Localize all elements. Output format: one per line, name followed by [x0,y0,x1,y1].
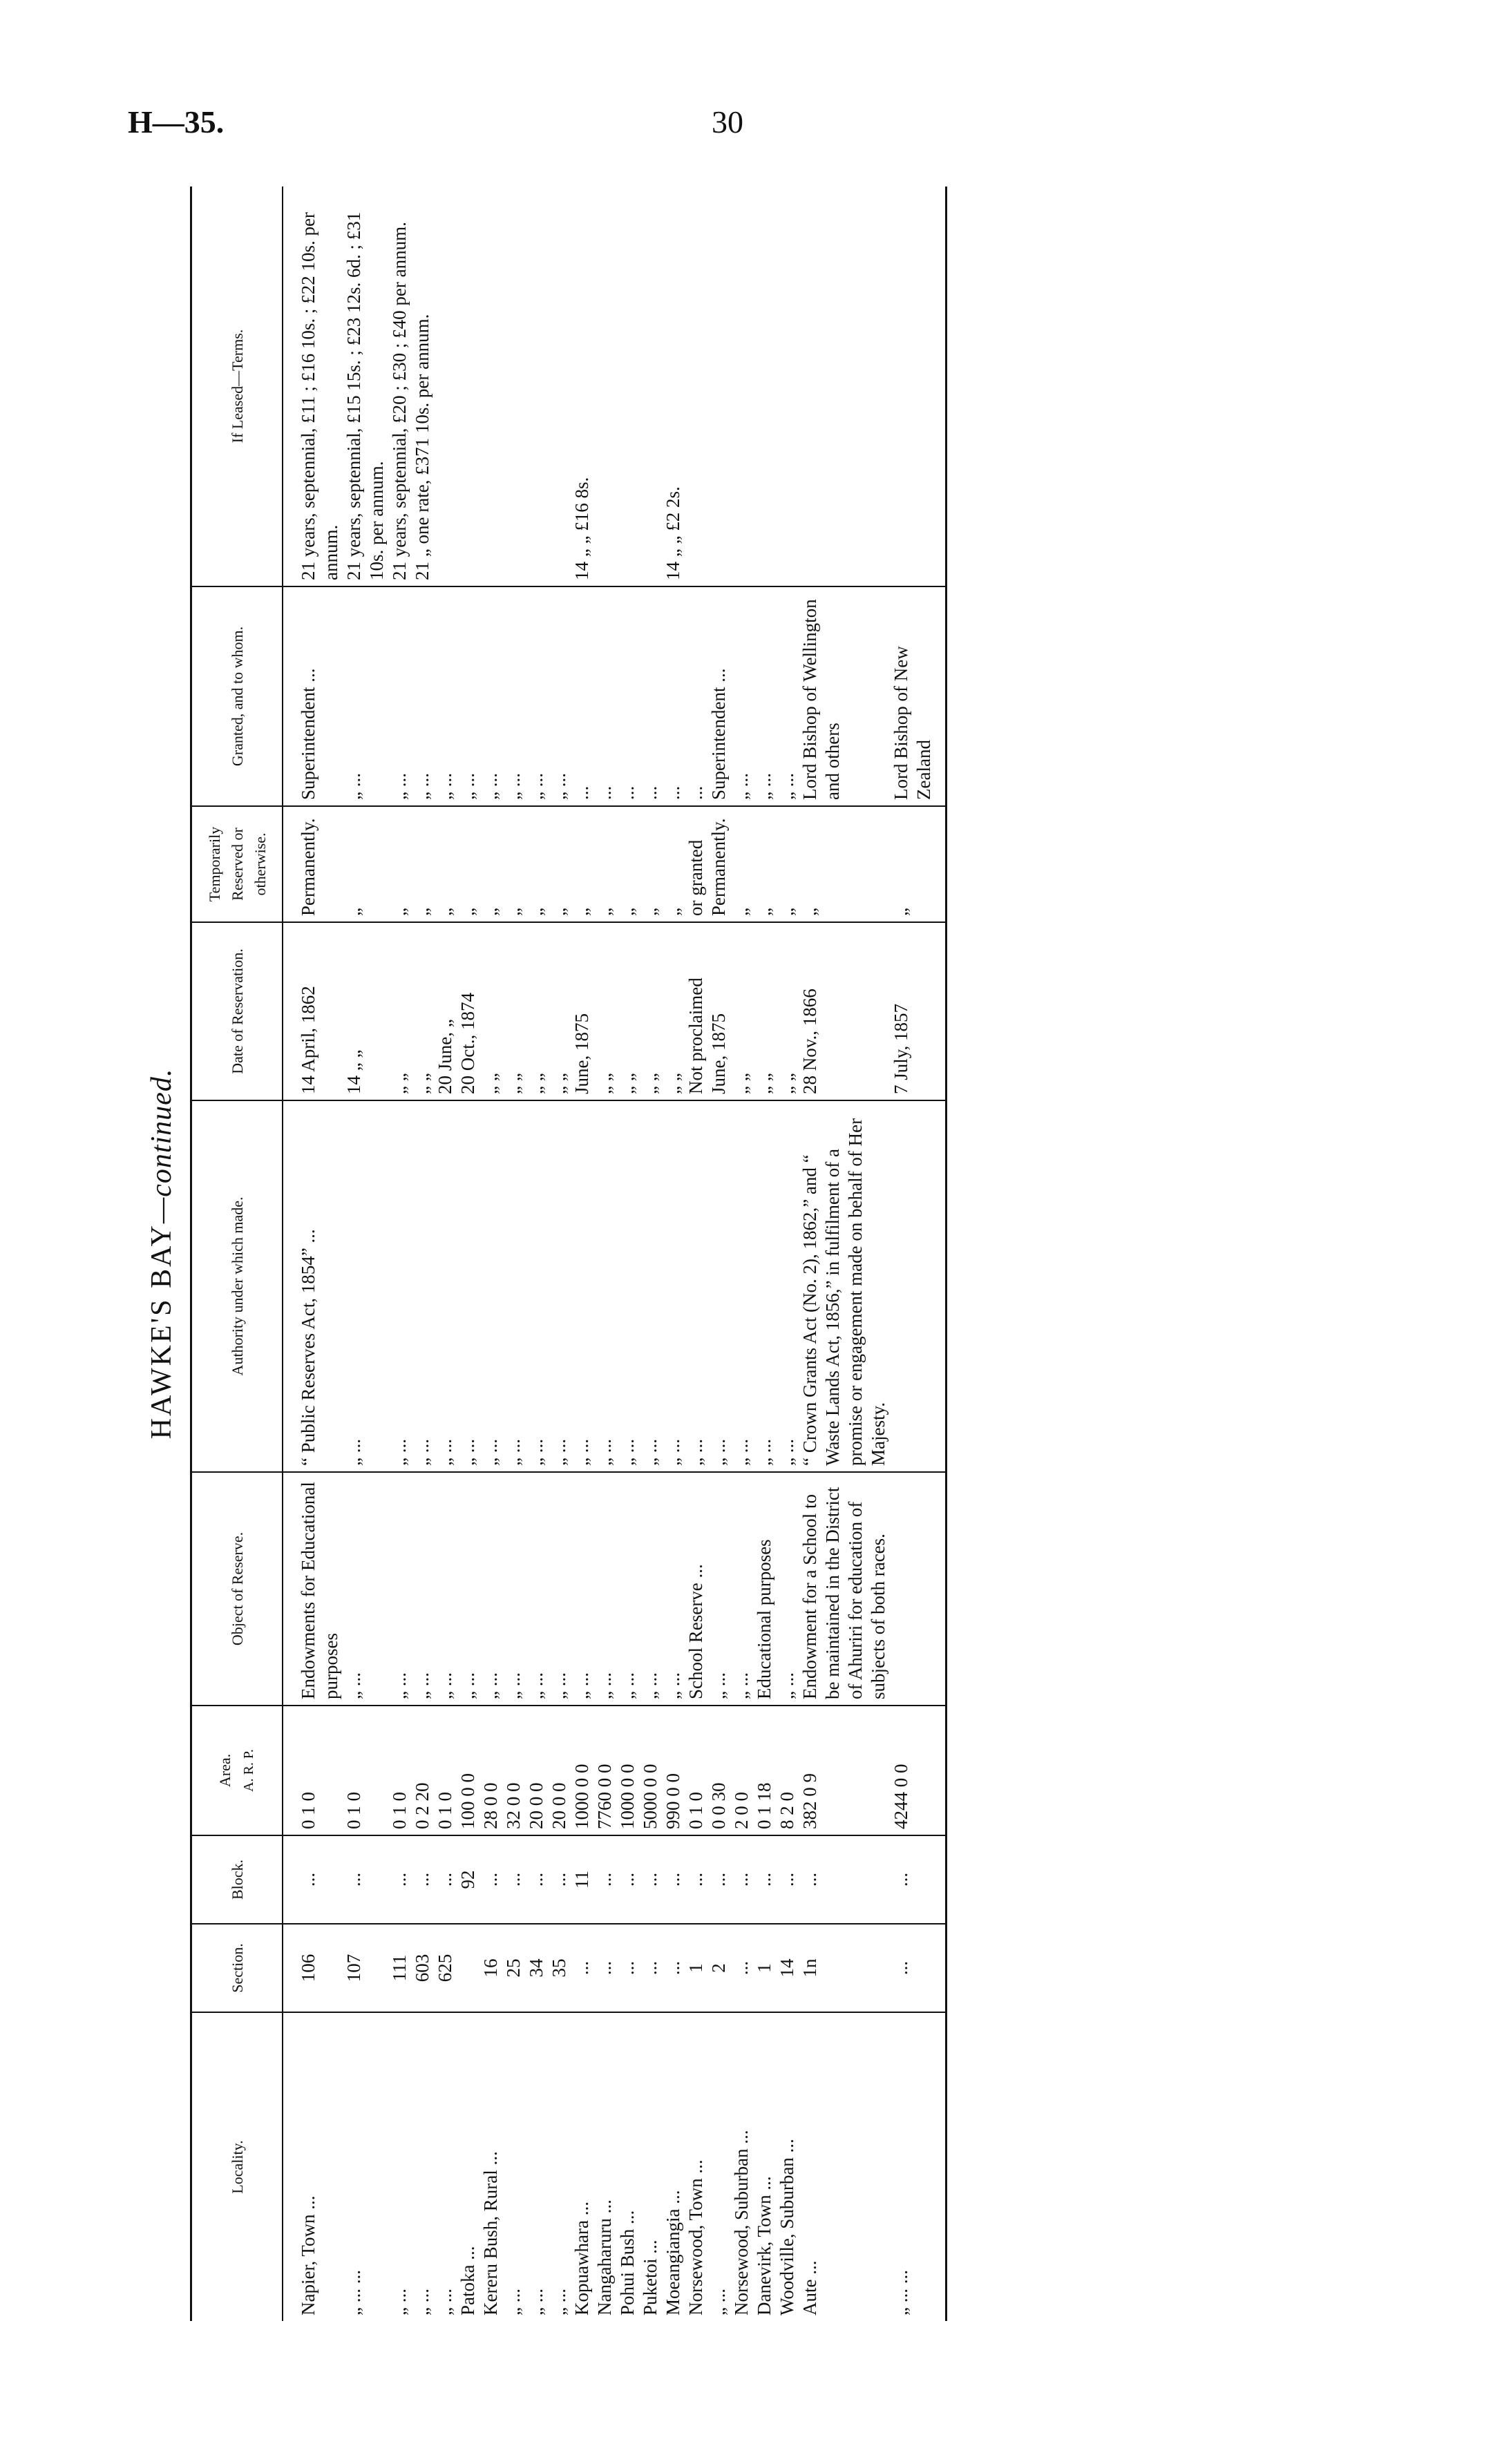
cell-block: ... [593,1835,616,1924]
cell-section: 14 [776,1924,799,2012]
cell-granted: ... [685,586,707,806]
cell-block: ... [411,1835,434,1924]
table-row [799,187,890,2321]
cell-area: 1000 0 0 [616,1706,639,1835]
cell-block: ... [890,1835,947,1924]
col-area-units: A. R. P. [241,1749,256,1792]
cell-section: ... [730,1924,753,2012]
cell-authority: „ ... [388,1100,411,1472]
cell-block: ... [525,1835,548,1924]
cell-area: 1000 0 0 [571,1706,593,1835]
cell-granted: Lord Bishop of New Zealand [890,586,947,806]
table-row [890,187,947,2321]
cell-section: ... [662,1924,685,2012]
cell-leased: 21 years, septennial, £15 15s. ; £23 12s. 6d. ; £31 10s. per annum. [343,187,388,586]
cell-block: ... [639,1835,662,1924]
cell-block: ... [730,1835,753,1924]
cell-leased [479,187,502,586]
cell-locality: Moeangiangia ... [663,2190,683,2315]
cell-object: Endowments for Educational purposes [283,1472,343,1706]
cell-block: ... [776,1835,799,1924]
cell-locality: Norsewood, Town ... [685,2159,706,2315]
cell-locality: Woodville, Suburban ... [777,2139,797,2315]
cell-date: 7 July, 1857 [890,922,947,1100]
cell-leased [525,187,548,586]
cell-object: „ ... [434,1472,457,1706]
cell-locality: Aute ... [799,2260,820,2315]
cell-block: ... [343,1835,388,1924]
cell-temporary: „ [730,806,753,922]
cell-authority: “ Crown Grants Act (No. 2), 1862,” and “ Waste Lands Act, 1856,” in fulfilment of a promise or engagement made on behalf of Her Majesty. [799,1100,890,1472]
cell-temporary: or granted [685,806,707,922]
cell-temporary: „ [525,806,548,922]
cell-date: June, 1875 [571,922,593,1100]
cell-granted: ... [662,586,685,806]
cell-granted: ... [639,586,662,806]
table-row [411,187,434,2321]
cell-section: 2 [707,1924,730,2012]
cell-authority: „ ... [411,1100,434,1472]
cell-authority: „ ... [479,1100,502,1472]
cell-area: 0 1 0 [685,1706,707,1835]
cell-locality: Kereru Bush, Rural ... [480,2151,501,2315]
col-section: Section. [191,1924,283,2012]
cell-granted: „ ... [753,586,776,806]
cell-area: 2 0 0 [730,1706,753,1835]
cell-locality: „ ... [412,2289,432,2315]
cell-authority: „ ... [548,1100,571,1472]
cell-section: ... [571,1924,593,2012]
cell-section: 35 [548,1924,571,2012]
cell-granted: „ ... [479,586,502,806]
title-suffix: —continued. [146,1068,178,1224]
header-row [191,187,283,2321]
cell-leased [685,187,707,586]
cell-date: „ „ [525,922,548,1100]
cell-block: ... [685,1835,707,1924]
cell-granted: ... [593,586,616,806]
cell-date: „ „ [730,922,753,1100]
cell-authority [890,1100,947,1472]
table-row [707,187,730,2321]
cell-object: „ ... [457,1472,479,1706]
cell-section: 1n [799,1924,890,2012]
cell-date: „ „ [776,922,799,1100]
col-area-label: Area. [216,1753,234,1788]
cell-area: 32 0 0 [502,1706,525,1835]
col-area [191,1706,283,1835]
cell-section: 603 [411,1924,434,2012]
cell-granted: „ ... [776,586,799,806]
cell-object: Educational purposes [753,1472,776,1706]
cell-leased: 21 years, septennial, £11 ; £16 10s. ; £22 10s. per annum. [283,187,343,586]
cell-locality: Puketoi ... [640,2239,660,2315]
cell-authority: „ ... [616,1100,639,1472]
cell-authority: „ ... [525,1100,548,1472]
cell-object: „ ... [616,1472,639,1706]
cell-date: „ „ [753,922,776,1100]
cell-section: ... [890,1924,947,2012]
cell-leased: 14 „ „ £16 8s. [571,187,593,586]
cell-area: 8 2 0 [776,1706,799,1835]
cell-leased [707,187,730,586]
cell-date: 14 „ „ [343,922,388,1100]
cell-authority: „ ... [502,1100,525,1472]
cell-temporary: „ [890,806,947,922]
cell-locality: „ ... ... [890,2012,947,2321]
cell-date: 20 Oct., 1874 [457,922,479,1100]
cell-locality: „ ... [389,2289,410,2315]
cell-area: 5000 0 0 [639,1706,662,1835]
cell-locality: Danevirk, Town ... [754,2176,774,2315]
cell-section: 106 [283,1924,343,2012]
cell-object: „ ... [707,1472,730,1706]
table-row [388,187,411,2321]
cell-authority: „ ... [434,1100,457,1472]
cell-locality: Kopuawhara ... [571,2202,592,2315]
cell-section: ... [593,1924,616,2012]
cell-block: ... [479,1835,502,1924]
reserves-table [190,187,947,2321]
table-row [639,187,662,2321]
cell-locality: „ ... [526,2289,546,2315]
rotated-page-content [146,187,988,2321]
cell-section [457,1924,479,2012]
cell-temporary: „ [502,806,525,922]
cell-leased: 21 „ one rate, £371 10s. per annum. [411,187,434,586]
cell-temporary: „ [548,806,571,922]
cell-section: 34 [525,1924,548,2012]
cell-object: „ ... [593,1472,616,1706]
cell-object [890,1472,947,1706]
table-row [525,187,548,2321]
cell-granted: ... [616,586,639,806]
document-id: H—35. [128,104,225,140]
cell-leased [730,187,753,586]
cell-block: ... [707,1835,730,1924]
cell-area: 382 0 9 [799,1706,890,1835]
cell-object: „ ... [479,1472,502,1706]
cell-object: „ ... [776,1472,799,1706]
table-row [593,187,616,2321]
cell-block: 92 [457,1835,479,1924]
cell-leased [593,187,616,586]
cell-area: 0 1 0 [434,1706,457,1835]
cell-temporary: „ [479,806,502,922]
table-row [502,187,525,2321]
cell-granted: „ ... [388,586,411,806]
cell-authority: „ ... [639,1100,662,1472]
table-row [730,187,753,2321]
cell-area: 0 2 20 [411,1706,434,1835]
col-authority: Authority under which made. [191,1100,283,1472]
cell-date: 14 April, 1862 [283,922,343,1100]
cell-section: 1 [753,1924,776,2012]
cell-granted: Superintendent ... [283,586,343,806]
cell-temporary: „ [593,806,616,922]
cell-section: 107 [343,1924,388,2012]
cell-object: „ ... [388,1472,411,1706]
table-row [283,187,343,2321]
cell-object: „ ... [548,1472,571,1706]
cell-block: ... [388,1835,411,1924]
cell-date: „ „ [593,922,616,1100]
cell-leased [457,187,479,586]
cell-granted: „ ... [434,586,457,806]
cell-block: ... [548,1835,571,1924]
cell-date: „ „ [479,922,502,1100]
col-granted: Granted, and to whom. [191,586,283,806]
cell-locality: „ ... [549,2289,569,2315]
cell-date: „ „ [616,922,639,1100]
cell-object: „ ... [525,1472,548,1706]
cell-authority: „ ... [753,1100,776,1472]
cell-granted: Superintendent ... [707,586,730,806]
cell-area: 28 0 0 [479,1706,502,1835]
cell-granted: ... [571,586,593,806]
table-row [616,187,639,2321]
cell-area: 0 0 30 [707,1706,730,1835]
cell-locality: Patoka ... [457,2246,478,2315]
table-row [434,187,457,2321]
cell-object: „ ... [662,1472,685,1706]
col-locality: Locality. [191,2012,283,2321]
cell-date: „ „ [502,922,525,1100]
cell-temporary: „ [343,806,388,922]
cell-section: 625 [434,1924,457,2012]
cell-temporary: „ [457,806,479,922]
cell-locality: Nangaharuru ... [594,2199,615,2315]
cell-block: ... [662,1835,685,1924]
cell-section: 111 [388,1924,411,2012]
cell-authority: „ ... [776,1100,799,1472]
table-row [548,187,571,2321]
cell-block: 11 [571,1835,593,1924]
cell-authority: “ Public Reserves Act, 1854” ... [283,1100,343,1472]
cell-object: „ ... [343,1472,388,1706]
cell-section: 16 [479,1924,502,2012]
cell-block: ... [283,1835,343,1924]
cell-authority: „ ... [457,1100,479,1472]
cell-temporary: „ [639,806,662,922]
cell-area: 990 0 0 [662,1706,685,1835]
title-main: HAWKE'S BAY [146,1223,178,1440]
cell-temporary: Permanently. [283,806,343,922]
cell-authority: „ ... [593,1100,616,1472]
cell-area: 0 1 0 [388,1706,411,1835]
cell-object: Endowment for a School to be maintained in the District of Ahuriri for education of subjects of both races. [799,1472,890,1706]
cell-object: „ ... [571,1472,593,1706]
cell-block: ... [753,1835,776,1924]
cell-temporary: „ [799,806,890,922]
cell-locality: Norsewood, Suburban ... [731,2130,752,2315]
cell-block: ... [799,1835,890,1924]
cell-temporary: „ [571,806,593,922]
cell-leased: 21 years, septennial, £20 ; £30 ; £40 per annum. [388,187,411,586]
table-row [753,187,776,2321]
cell-leased [548,187,571,586]
cell-area: 100 0 0 [457,1706,479,1835]
cell-date: „ „ [639,922,662,1100]
cell-locality: Pohui Bush ... [617,2210,638,2315]
cell-authority: „ ... [662,1100,685,1472]
col-date: Date of Reservation. [191,922,283,1100]
cell-authority: „ ... [707,1100,730,1472]
cell-temporary: „ [434,806,457,922]
cell-date: June, 1875 [707,922,730,1100]
cell-date: 28 Nov., 1866 [799,922,890,1100]
table-row [479,187,502,2321]
cell-authority: „ ... [730,1100,753,1472]
cell-temporary: „ [616,806,639,922]
cell-locality: „ ... [503,2289,524,2315]
cell-section: 1 [685,1924,707,2012]
page-title [145,187,178,2321]
cell-section: ... [639,1924,662,2012]
cell-area: 0 1 0 [343,1706,388,1835]
cell-authority: „ ... [685,1100,707,1472]
cell-block: ... [502,1835,525,1924]
cell-locality: Napier, Town ... [298,2195,318,2315]
cell-date: 20 June, „ [434,922,457,1100]
cell-block: ... [616,1835,639,1924]
cell-granted: „ ... [457,586,479,806]
cell-date: „ „ [548,922,571,1100]
cell-leased [434,187,457,586]
cell-object: „ ... [730,1472,753,1706]
cell-granted: „ ... [502,586,525,806]
table-row [457,187,479,2321]
cell-object: „ ... [639,1472,662,1706]
cell-leased [753,187,776,586]
cell-object: „ ... [411,1472,434,1706]
cell-object: School Reserve ... [685,1472,707,1706]
cell-locality: „ ... [435,2289,455,2315]
cell-authority: „ ... [343,1100,388,1472]
cell-temporary: „ [411,806,434,922]
table-row [776,187,799,2321]
cell-granted: „ ... [411,586,434,806]
cell-area: 7760 0 0 [593,1706,616,1835]
col-block: Block. [191,1835,283,1924]
cell-object: „ ... [502,1472,525,1706]
table-row [343,187,388,2321]
cell-authority: „ ... [571,1100,593,1472]
cell-temporary: „ [753,806,776,922]
cell-leased: 14 „ „ £2 2s. [662,187,685,586]
cell-area: 20 0 0 [525,1706,548,1835]
cell-block: ... [434,1835,457,1924]
cell-leased [890,187,947,586]
page-number: 30 [712,104,743,140]
cell-temporary: „ [388,806,411,922]
cell-date: „ „ [411,922,434,1100]
cell-temporary: Permanently. [707,806,730,922]
cell-granted: „ ... [343,586,388,806]
table-body [283,187,947,2321]
cell-granted: „ ... [525,586,548,806]
cell-date: „ „ [662,922,685,1100]
cell-section: 25 [502,1924,525,2012]
table-header [191,187,283,2321]
cell-leased [502,187,525,586]
cell-area: 0 1 18 [753,1706,776,1835]
cell-granted: „ ... [548,586,571,806]
table-row [685,187,707,2321]
cell-granted: Lord Bishop of Wellington and others [799,586,890,806]
cell-leased [639,187,662,586]
cell-leased [616,187,639,586]
cell-date: Not proclaimed [685,922,707,1100]
col-leased: If Leased—Terms. [191,187,283,586]
cell-area: 0 1 0 [283,1706,343,1835]
cell-temporary: „ [662,806,685,922]
cell-area: 20 0 0 [548,1706,571,1835]
cell-granted: „ ... [730,586,753,806]
table-row [571,187,593,2321]
col-object: Object of Reserve. [191,1472,283,1706]
cell-date: „ „ [388,922,411,1100]
cell-section: ... [616,1924,639,2012]
cell-leased [799,187,890,586]
col-temporary: Temporarily Reserved or otherwise. [191,806,283,922]
table-row [662,187,685,2321]
cell-leased [776,187,799,586]
cell-temporary: „ [776,806,799,922]
cell-locality: „ ... ... [343,2270,364,2315]
cell-area: 4244 0 0 [890,1706,947,1835]
cell-locality: „ ... [708,2289,729,2315]
